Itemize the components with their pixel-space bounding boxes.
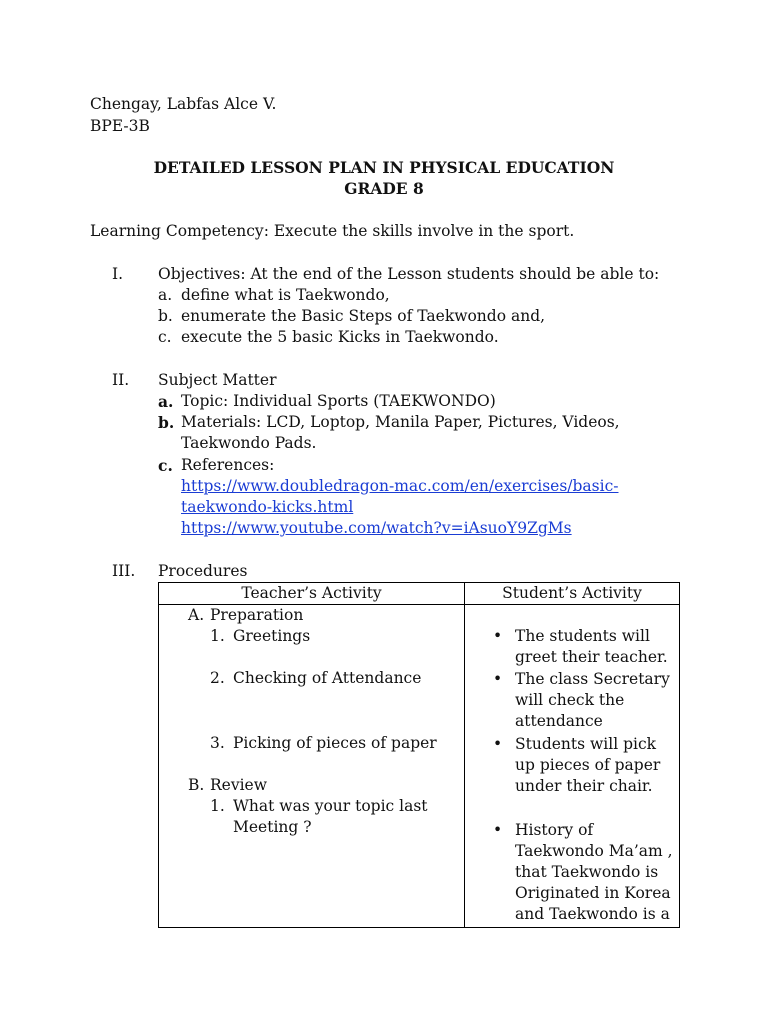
- student-response-cont: attendance: [515, 712, 603, 730]
- bullet-icon: •: [493, 821, 503, 839]
- document-title: DETAILED LESSON PLAN IN PHYSICAL EDUCATION: [153, 158, 615, 177]
- preparation-heading: Preparation: [210, 606, 304, 624]
- step-attendance: Checking of Attendance: [233, 669, 422, 687]
- section-letter: A.: [188, 606, 205, 624]
- step-greetings: Greetings: [233, 627, 311, 645]
- topic-text: Topic: Individual Sports (TAEKWONDO): [181, 392, 496, 410]
- step-number: 3.: [210, 734, 225, 752]
- section-letter: B.: [188, 776, 205, 794]
- references-label: References:: [181, 456, 275, 474]
- learning-competency: Learning Competency: Execute the skills involve in the sport.: [90, 222, 575, 240]
- teacher-activity-header: Teacher’s Activity: [241, 584, 382, 602]
- objective-letter: a.: [158, 286, 173, 304]
- objective-letter: c.: [158, 328, 172, 346]
- materials-text: Materials: LCD, Loptop, Manila Paper, Pictures, Videos,: [181, 413, 620, 431]
- bullet-icon: •: [493, 735, 503, 753]
- step-number: 1.: [210, 797, 225, 815]
- objectives-numeral: I.: [112, 265, 124, 283]
- student-response-cont: Taekwondo Ma’am ,: [515, 842, 673, 860]
- bullet-icon: •: [493, 670, 503, 688]
- step-number: 2.: [210, 669, 225, 687]
- student-response: History of: [515, 821, 594, 839]
- author-name: Chengay, Labfas Alce V.: [90, 95, 277, 113]
- objective-item: define what is Taekwondo,: [181, 286, 390, 304]
- procedures-numeral: III.: [112, 562, 136, 580]
- reference-link-doubledragon[interactable]: https://www.doubledragon-mac.com/en/exercises/basic-: [181, 477, 619, 495]
- student-response: Students will pick: [515, 735, 657, 753]
- class-section: BPE-3B: [90, 117, 150, 135]
- objective-item: enumerate the Basic Steps of Taekwondo and,: [181, 307, 546, 325]
- objective-item: execute the 5 basic Kicks in Taekwondo.: [181, 328, 499, 346]
- student-response-cont: Originated in Korea: [515, 884, 671, 902]
- student-activity-header: Student’s Activity: [502, 584, 642, 602]
- student-response-cont: greet their teacher.: [515, 648, 668, 666]
- student-response-cont: and Taekwondo is a: [515, 905, 670, 923]
- student-response-cont: will check the: [515, 691, 625, 709]
- student-response-cont: up pieces of paper: [515, 756, 661, 774]
- reference-link-youtube[interactable]: https://www.youtube.com/watch?v=iAsuoY9ZgMs: [181, 519, 572, 537]
- topic-letter: a.: [158, 392, 174, 411]
- column-divider: [464, 583, 465, 927]
- objectives-intro: Objectives: At the end of the Lesson students should be able to:: [158, 265, 660, 283]
- procedures-heading: Procedures: [158, 562, 248, 580]
- bullet-icon: •: [493, 627, 503, 645]
- grade-title: GRADE 8: [344, 179, 424, 198]
- subject-numeral: II.: [112, 371, 130, 389]
- student-response: The students will: [515, 627, 650, 645]
- step-paper: Picking of pieces of paper: [233, 734, 437, 752]
- review-heading: Review: [210, 776, 267, 794]
- review-question: What was your topic last: [233, 797, 428, 815]
- objective-letter: b.: [158, 307, 173, 325]
- reference-link-doubledragon-cont[interactable]: taekwondo-kicks.html: [181, 498, 354, 516]
- step-number: 1.: [210, 627, 225, 645]
- student-response-cont: that Taekwondo is: [515, 863, 659, 881]
- subject-heading: Subject Matter: [158, 371, 277, 389]
- materials-letter: b.: [158, 413, 175, 432]
- review-question-cont: Meeting ?: [233, 818, 312, 836]
- student-response: The class Secretary: [515, 670, 670, 688]
- references-letter: c.: [158, 456, 173, 475]
- materials-text-cont: Taekwondo Pads.: [181, 434, 317, 452]
- procedures-table: [158, 582, 680, 928]
- student-response-cont: under their chair.: [515, 777, 653, 795]
